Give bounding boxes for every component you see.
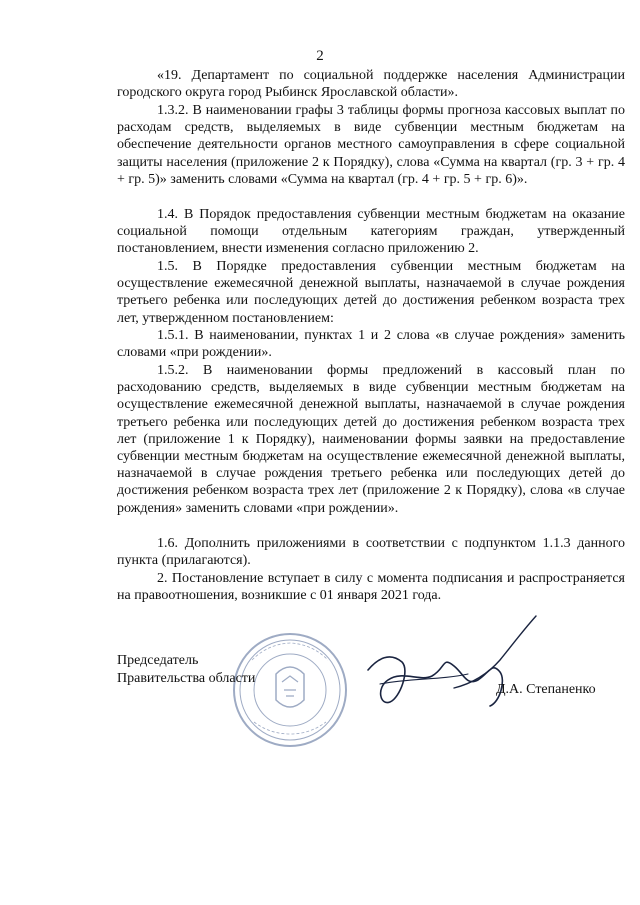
signature-icon: [350, 610, 560, 720]
page-number: 2: [316, 48, 324, 64]
paragraph-1-5-2: 1.5.2. В наименовании формы предложений в кассовый план по расходованию средств, выделяемых в виде субвенции местным бюджетам на осуществление ежемесячной денежной выплаты, назначаемой в случае рождения третьего ребенка или последующих детей до достижения ребенком возраста трех лет (приложение 1 к Порядку), наименовании формы заявки на предоставление субвенции местным бюджетам на осуществление ежемесячной денежной выплаты, назначаемой в случае рождения третьего ребенка или последующих детей до достижения ребенком возраста трех лет (приложение 2 к Порядку), слова «в случае рождения» заменить словами «при рождении».: [117, 363, 625, 516]
signatory-name: Д.А. Степаненко: [496, 682, 596, 697]
signatory-title: [117, 652, 255, 688]
paragraph-1-5: 1.5. В Порядке предоставления субвенции местным бюджетам на осуществление ежемесячной денежной выплаты, назначаемой в случае рождения третьего ребенка или последующих детей до достижения ребенком возраста трех лет, утвержденном постановлением:: [117, 259, 625, 326]
paragraph-1-4: 1.4. В Порядок предоставления субвенции местным бюджетам на оказание социальной помощи отдельным категориям граждан, утвержденный постановлением, внести изменения согласно приложению 2.: [117, 207, 625, 257]
signatory-title-line2: Правительства области: [117, 671, 256, 686]
paragraph-1-3-2: 1.3.2. В наименовании графы 3 таблицы формы прогноза кассовых выплат по расходам средств, выделяемых в виде субвенции местным бюджетам на обеспечение деятельности органов местного самоуправления в сфере социальной защиты населения (приложение 2 к Порядку), слова «Сумма на квартал (гр. 3 + гр. 4 + гр. 5)» заменить словами «Сумма на квартал (гр. 4 + гр. 5 + гр. 6)».: [117, 103, 625, 187]
paragraph-19-rybinsk: «19. Департамент по социальной поддержке населения Администрации городского округа город Рыбинск Ярославской области».: [117, 68, 625, 101]
paragraph-2: 2. Постановление вступает в силу с момента подписания и распространяется на правоотношения, возникшие с 01 января 2021 года.: [117, 571, 625, 604]
paragraph-1-5-1: 1.5.1. В наименовании, пунктах 1 и 2 слова «в случае рождения» заменить словами «при рождении».: [117, 328, 625, 361]
official-seal-icon: [230, 630, 350, 750]
signatory-title-line1: Председатель: [117, 653, 199, 668]
paragraph-1-6: 1.6. Дополнить приложениями в соответствии с подпунктом 1.1.3 данного пункта (прилагаются).: [117, 536, 625, 569]
